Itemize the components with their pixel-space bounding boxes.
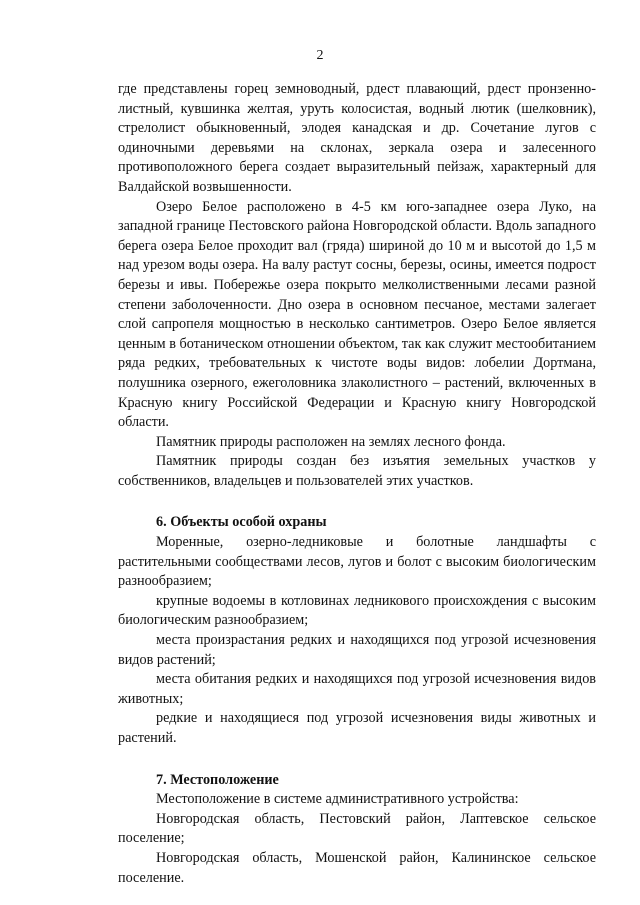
page-number: 2	[316, 48, 324, 63]
section-6-heading: 6. Объекты особой охраны	[156, 514, 327, 531]
protected-object-item: места произрастания редких и находящихся под угрозой исчезновения видов растений;	[118, 632, 596, 668]
protected-object-item: крупные водоемы в котловинах ледникового происхождения с высоким биологическим разнообразием;	[118, 592, 596, 629]
location-item: Новгородская область, Пестовский район, Лаптевское сельское поселение;	[118, 810, 596, 847]
section-7-heading: 7. Местоположение	[156, 771, 279, 788]
paragraph-lake-beloe: Озеро Белое расположено в 4-5 км юго-западнее озера Луко, на западной границе Пестовского района Новгородской области. Вдоль западного берега озера Белое проходит вал (гряда) шириной до 10 м и высотой до 1,5 м над урезом воды озера. На валу растут сосны, березы, осины, имеется подрост березы и ивы. Побережье озера покрыто мелколиственными лесами разной степени заболоченности. Дно озера в основном песчаное, местами залегает слой сапропеля мощностью в несколько сантиметров. Озеро Белое является ценным в ботаническом отношении объектом, так как служит местообитанием ряда редких, требовательных к чистоте воды видов: лобелии Дортмана, полушника озерного, ежеголовника злаколистного – растений, включенных в Красную книгу Российской Федерации и Красную книгу Новгородской области.	[118, 198, 596, 431]
paragraph-no-withdrawal: Памятник природы создан без изъятия земельных участков у собственников, владельцев и пользователей этих участков.	[118, 453, 596, 489]
paragraph-vegetation: где представлены горец земноводный, рдест плавающий, рдест пронзенно-листный, кувшинка желтая, уруть колосистая, водный лютик (шелковник), стрелолист обыкновенный, элодея канадская и др. Сочетание лугов с одиночными деревьями на склонах, зеркала озера и залесенного противоположного берега создает выразительный пейзаж, характерный для Валдайской возвышенности.	[118, 81, 596, 195]
protected-object-item: редкие и находящиеся под угрозой исчезновения виды животных и растений.	[118, 710, 596, 746]
protected-object-item: места обитания редких и находящихся под угрозой исчезновения видов животных;	[118, 671, 596, 707]
paragraph-forest-fund: Памятник природы расположен на землях лесного фонда.	[156, 433, 506, 450]
location-item: Новгородская область, Мошенской район, Калининское сельское поселение.	[118, 849, 596, 886]
document-body	[118, 80, 596, 888]
protected-object-item: Моренные, озерно-ледниковые и болотные ландшафты с растительными сообществами лесов, лугов и болот с высоким биологическим разнообразием;	[118, 534, 596, 590]
location-item: Местоположение в системе административного устройства:	[156, 791, 519, 808]
